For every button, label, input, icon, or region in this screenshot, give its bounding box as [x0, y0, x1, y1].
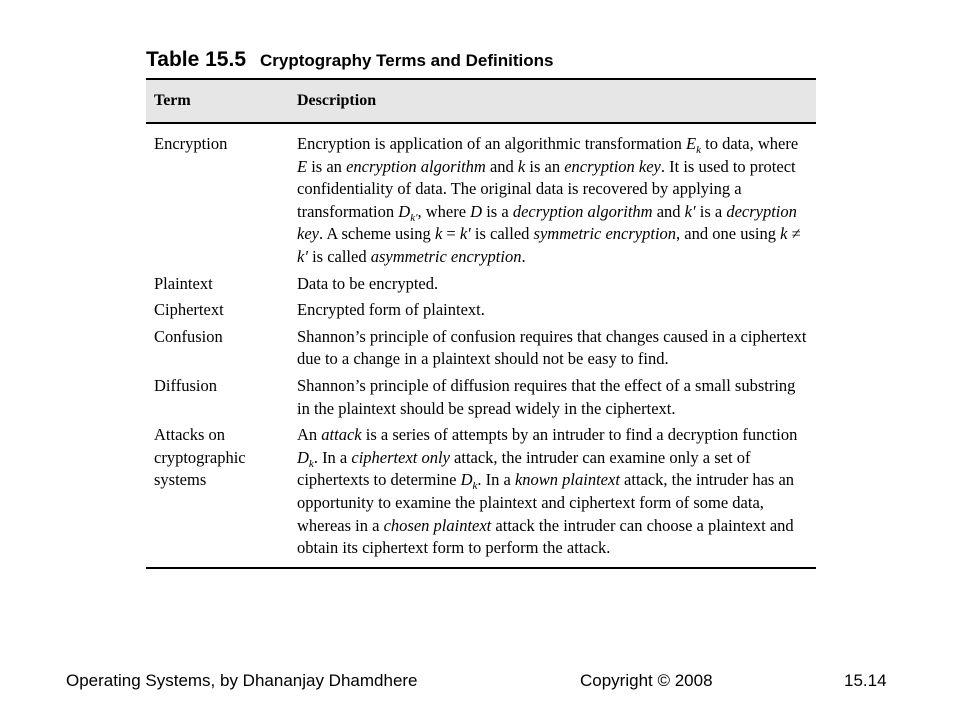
- description-cell: Shannon’s principle of confusion requires that changes caused in a ciphertext due to a change in a plaintext should not be easy to find.: [297, 326, 807, 369]
- definitions-table: [146, 78, 816, 569]
- description-cell: Shannon’s principle of diffusion requires that the effect of a small substring in the plaintext should be spread widely in the ciphertext.: [297, 375, 796, 418]
- subscript: k: [472, 480, 478, 493]
- term-column-header: Term: [154, 92, 191, 109]
- italic-term: k′: [297, 246, 308, 266]
- table-row: [146, 375, 816, 420]
- table-title: Cryptography Terms and Definitions: [260, 51, 554, 70]
- description-cell: Data to be encrypted.: [297, 273, 439, 293]
- table-row: [146, 299, 816, 322]
- italic-term: E: [686, 134, 697, 153]
- italic-term: ciphertext only: [351, 447, 450, 467]
- term-cell: Ciphertext: [154, 300, 224, 320]
- table-body: [146, 124, 816, 560]
- subscript: k′: [410, 211, 418, 224]
- description-column-header: Description: [297, 92, 377, 109]
- subscript: k: [308, 457, 314, 470]
- table-row: [146, 133, 816, 269]
- italic-term: k′: [459, 224, 471, 244]
- term-cell: Attacks on cryptographic systems: [154, 425, 246, 490]
- table-number: Table 15.5: [146, 48, 246, 71]
- term-cell: Encryption: [154, 134, 228, 153]
- footer-copyright: Copyright © 2008: [580, 671, 713, 690]
- italic-term: k: [434, 224, 443, 244]
- italic-term: D: [470, 201, 483, 221]
- italic-term: chosen plaintext: [383, 515, 492, 535]
- italic-term: k: [780, 224, 788, 244]
- table-row: [146, 326, 816, 371]
- table-header-row: [146, 80, 816, 122]
- table-caption: [146, 48, 553, 72]
- term-cell: Plaintext: [154, 273, 213, 293]
- term-cell: Confusion: [154, 326, 223, 346]
- italic-term: asymmetric encryption: [370, 246, 522, 266]
- description-cell: Encrypted form of plaintext.: [297, 300, 485, 320]
- italic-term: E: [297, 156, 308, 176]
- table-bottom-rule: [146, 567, 816, 569]
- italic-term: k: [517, 156, 526, 176]
- italic-term: decryption algorithm: [512, 201, 653, 221]
- italic-term: encryption key: [564, 156, 661, 176]
- italic-term: attack: [321, 425, 362, 445]
- italic-term: D: [460, 470, 473, 490]
- italic-term: D: [297, 447, 309, 467]
- footer-book-credit: Operating Systems, by Dhananjay Dhamdhere: [66, 671, 418, 690]
- subscript: k: [696, 144, 702, 156]
- description-cell: Encryption is application of an algorithmic transformation $E_k$ to data, where E is an encryption algorithm and k is an encryption key. It is used to protect confidentiality of data. The original data is recovered by applying a transformation $D_{k'}$, where D is a decryption algorithm and k′ is a decryption key. A scheme using k = k′ is called symmetric encryption, and one using k ≠ k′ is called asymmetric encryption.: [297, 134, 801, 266]
- table-row: [146, 424, 816, 560]
- italic-term: k′: [684, 201, 696, 221]
- table-row: [146, 273, 816, 296]
- italic-term: known plaintext: [514, 470, 620, 490]
- italic-term: symmetric encryption: [533, 224, 677, 244]
- description-cell: An attack is a series of attempts by an intruder to find a decryption function $D_k$. In a ciphertext only attack, the intruder can examine only a set of ciphertexts to determine $D_k$. In a known plaintext attack, the intruder has an opportunity to examine the plaintext and ciphertext form of some data, whereas in a chosen plaintext attack the intruder can choose a plaintext and obtain its ciphertext form to perform the attack.: [297, 425, 798, 558]
- italic-term: D: [398, 201, 411, 221]
- italic-term: encryption algorithm: [346, 156, 486, 176]
- italic-term: decryption key: [297, 201, 797, 244]
- term-cell: Diffusion: [154, 375, 217, 395]
- footer-page-number: 15.14: [844, 671, 887, 690]
